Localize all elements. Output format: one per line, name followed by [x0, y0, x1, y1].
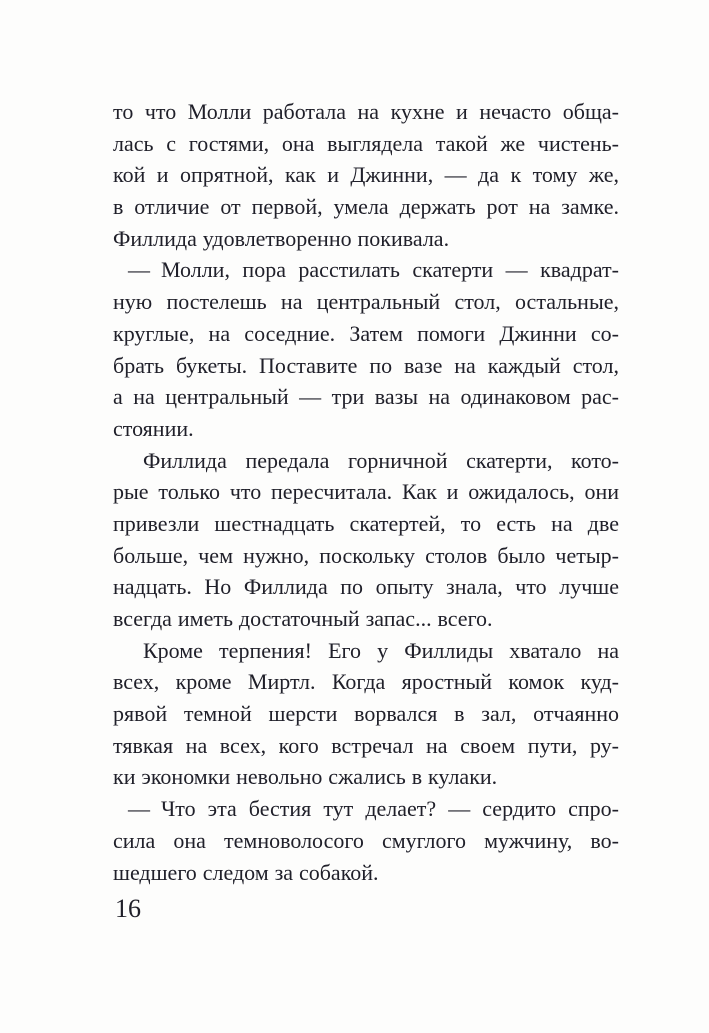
text-line: — Что эта бестия тут делает? — сердито спро-	[128, 796, 619, 822]
text-line: ки экономки невольно сжались в кулаки.	[113, 764, 498, 790]
text-line: — Молли, пора расстилать скатерти — квадрат-	[128, 257, 619, 283]
text-line: рявой темной шерсти ворвался в зал, отчаянно	[113, 701, 619, 727]
paragraph	[113, 96, 619, 254]
text-line: лась с гостями, она выглядела такой же чистень-	[113, 130, 619, 156]
text-line: Филлида передала горничной скатерти, кото-	[143, 447, 619, 473]
paragraph	[113, 445, 619, 635]
text-line: всегда иметь достаточный запас... всего.	[113, 606, 493, 631]
text-line: а на центральный — три вазы на одинаковом рас-	[113, 384, 619, 410]
paragraph-dialogue	[113, 254, 619, 444]
text-line: в отличие от первой, умела держать рот на замке.	[113, 194, 619, 220]
paragraph-dialogue	[113, 793, 619, 888]
paragraph	[113, 635, 619, 793]
text-line: Кроме терпения! Его у Филлиды хватало на	[143, 637, 619, 663]
text-line: сила она темноволосого смуглого мужчину, во-	[113, 827, 619, 853]
text-line: всех, кроме Миртл. Когда яростный комок куд-	[113, 669, 619, 695]
text-line: круглые, на соседние. Затем помоги Джинни со-	[113, 320, 619, 346]
page-number: 16	[115, 894, 141, 923]
text-line: то что Молли работала на кухне и нечасто обща-	[113, 99, 619, 124]
text-line: тявкая на всех, кого встречал на своем пути, ру-	[113, 732, 619, 758]
text-line: кой и опрятной, как и Джинни, — да к тому же,	[113, 162, 619, 188]
text-line: стоянии.	[113, 415, 194, 441]
page-text	[113, 96, 619, 888]
text-line: привезли шестнадцать скатертей, то есть на две	[113, 510, 619, 536]
text-line: Филлида удовлетворенно покивала.	[113, 225, 450, 251]
text-line: больше, чем нужно, поскольку столов было четыр-	[113, 542, 619, 568]
text-line: брать букеты. Поставите по вазе на каждый стол,	[113, 352, 619, 378]
text-line: ную постелешь на центральный стол, остальные,	[113, 289, 619, 315]
text-line: шедшего следом за собакой.	[113, 859, 379, 885]
text-line: рые только что пересчитала. Как и ожидалось, они	[113, 479, 619, 505]
text-line: надцать. Но Филлида по опыту знала, что лучше	[113, 574, 619, 600]
